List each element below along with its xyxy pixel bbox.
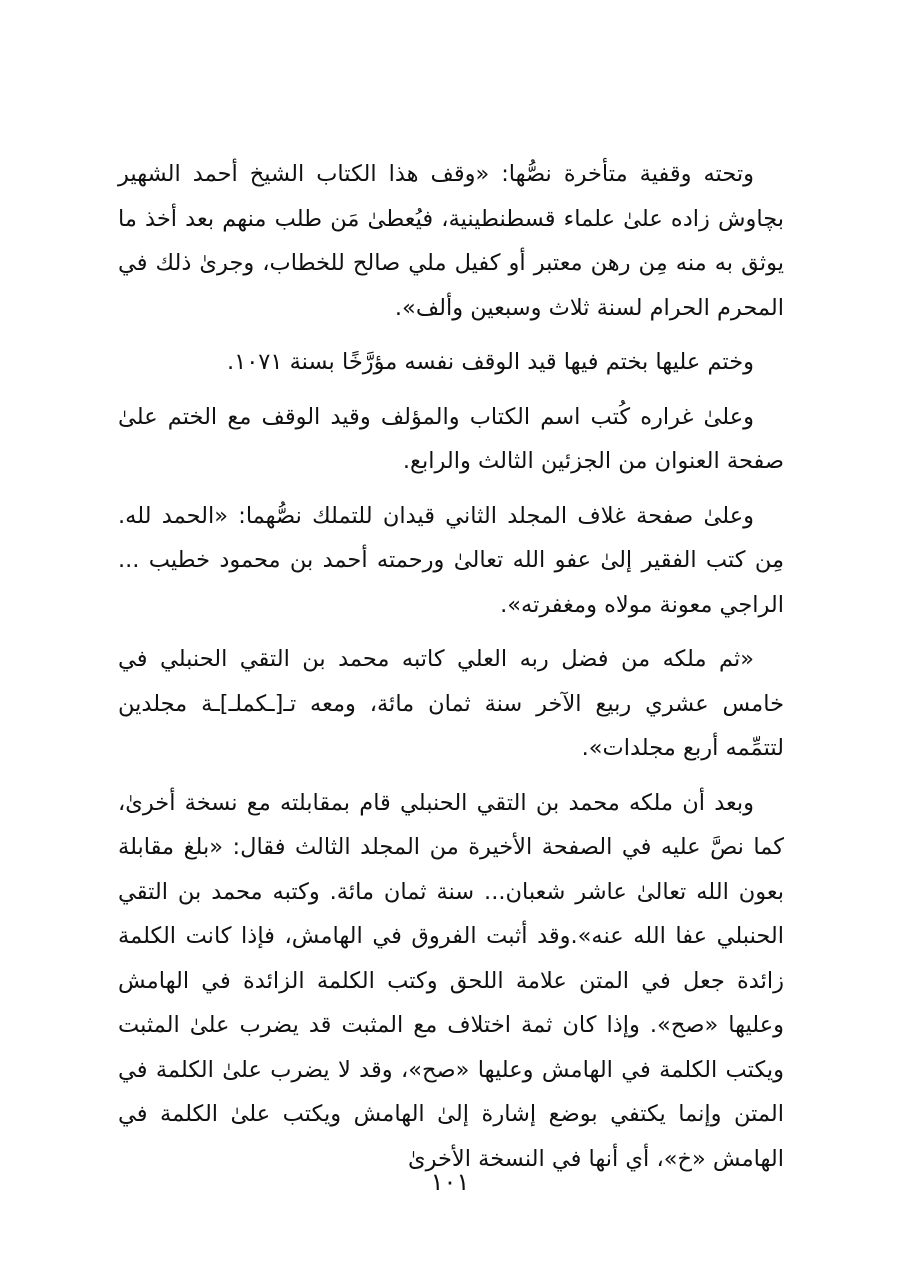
paragraph-collation: وبعد أن ملكه محمد بن التقي الحنبلي قام بمقابلته مع نسخة أخرىٰ، كما نصَّ عليه في الصفحة الأخيرة من المجلد الثالث فقال: «بلغ مقابلة بعون الله تعالىٰ عاشر شعبان... سنة ثمان مائة. وكتبه محمد بن التقي الحنبلي عفا الله عنه».وقد أثبت الفروق في الهامش، فإذا كانت الكلمة زائدة جعل في المتن علامة اللحق وكتب الكلمة الزائدة في الهامش وعليها «صح». وإذا كان ثمة اختلاف مع المثبت قد يضرب علىٰ المثبت ويكتب الكلمة في الهامش وعليها «صح»، وقد لا يضرب علىٰ الكلمة في المتن وإنما يكتفي بوضع إشارة إلىٰ الهامش ويكتب علىٰ الكلمة في الهامش «خ»، أي أنها في النسخة الأخرىٰ [118,789,784,1172]
paragraph-waqf-note: وتحته وقفية متأخرة نصُّها: «وقف هذا الكتاب الشيخ أحمد الشهير بچاوش زاده علىٰ علماء قسطنطينية، فيُعطىٰ مَن طلب منهم بعد أخذ ما يوثق به منه مِن رهن معتبر أو كفيل ملي صالح للخطاب، وجرىٰ ذلك في المحرم الحرام لسنة ثلاث وسبعين وألف». [118,161,784,321]
paragraph-ownership-quote: «ثم ملكه من فضل ربه العلي كاتبه محمد بن التقي الحنبلي في خامس عشري ربيع الآخر سنة ثمان مائة، ومعه تـ[ـكملـ]ـة مجلدين لتتمِّمه أربع مجلدات». [118,646,784,761]
paragraph-title-page: وعلىٰ غراره كُتب اسم الكتاب والمؤلف وقيد الوقف مع الختم علىٰ صفحة العنوان من الجزئين الثالث والرابع. [118,403,784,474]
page-number: ١٠١ [430,1168,470,1196]
paragraph-seal: وختم عليها بختم فيها قيد الوقف نفسه مؤرَّخًا بسنة ١٠٧١. [226,349,754,375]
body-text [118,152,784,1191]
paragraph-ownership-notes: وعلىٰ صفحة غلاف المجلد الثاني قيدان للتملك نصُّهما: «الحمد لله. مِن كتب الفقير إلىٰ عفو الله تعالىٰ ورحمته أحمد بن محمود خطيب ... الراجي معونة مولاه ومغفرته». [118,502,784,618]
